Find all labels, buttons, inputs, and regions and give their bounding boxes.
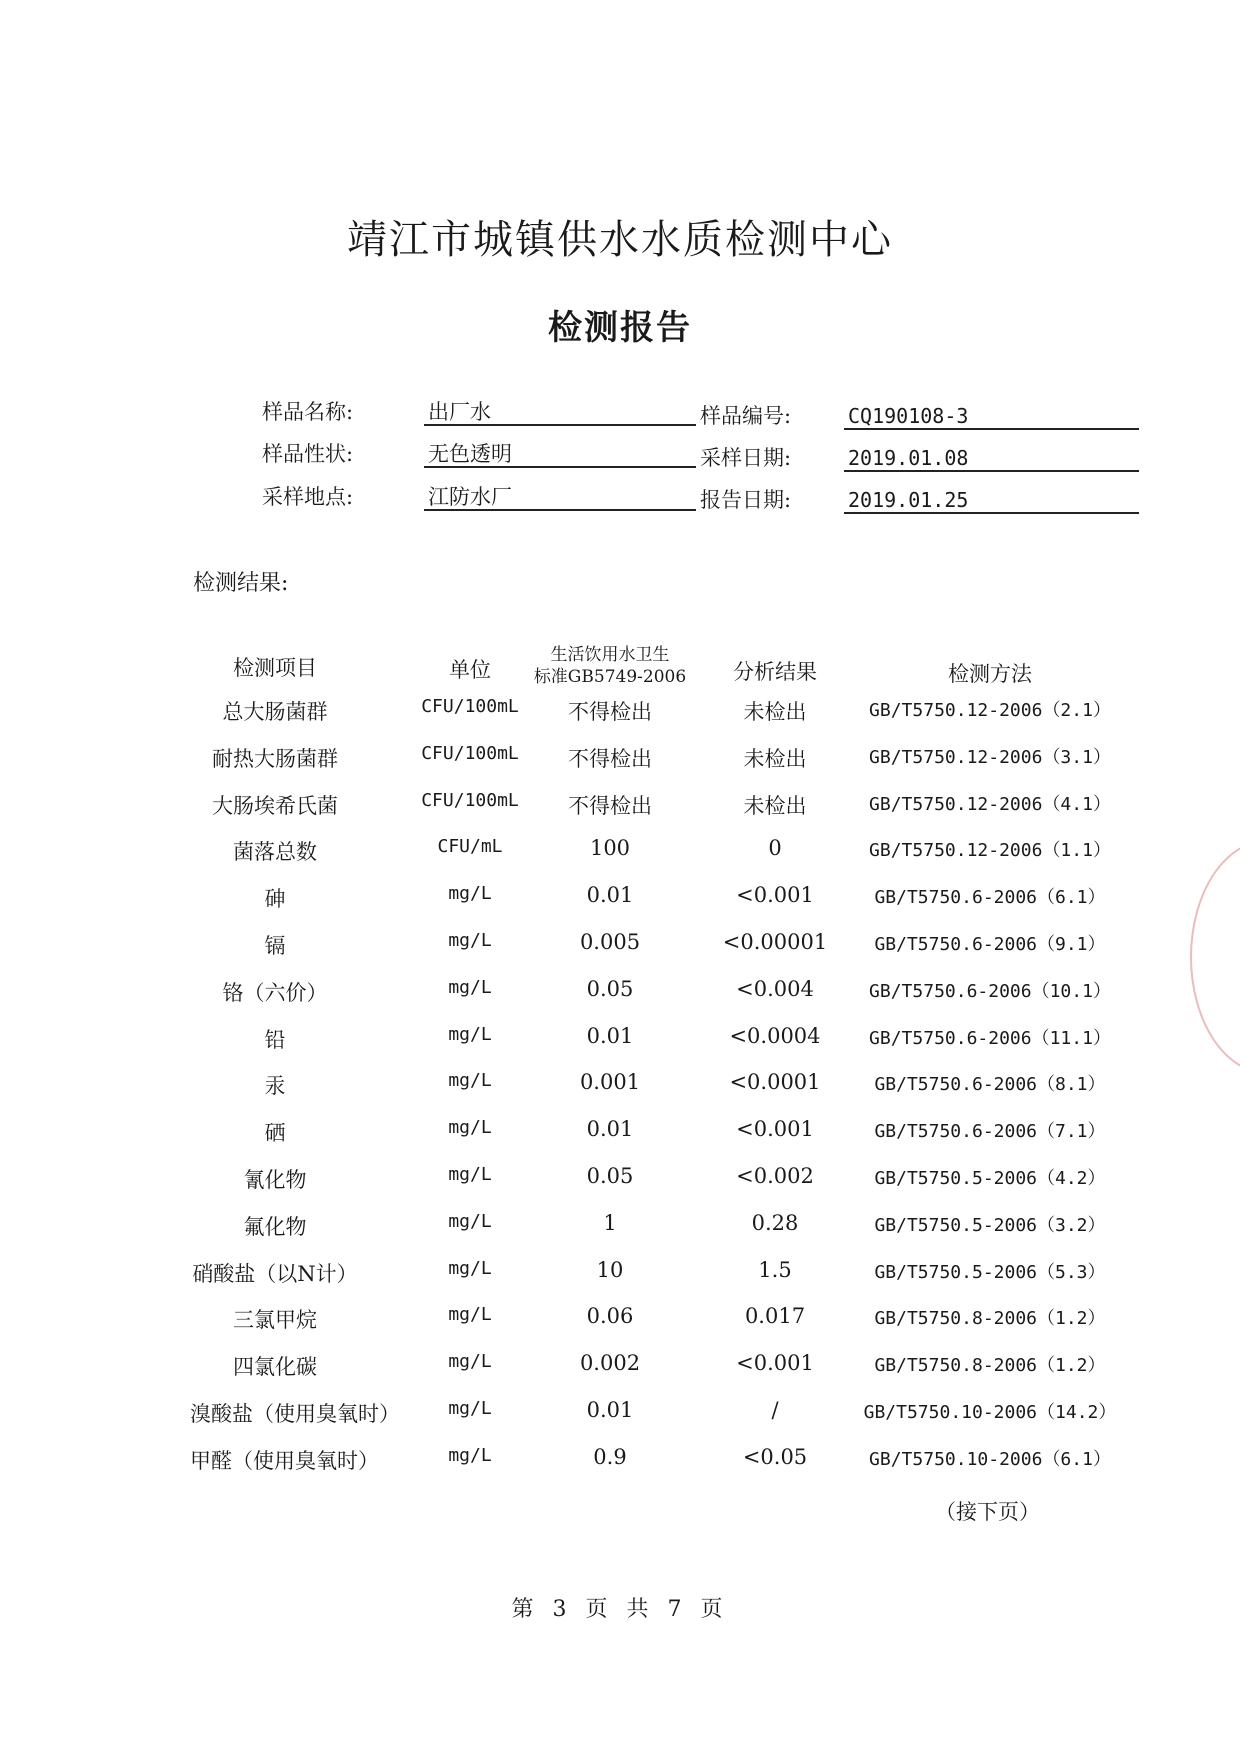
cell-result: 0.017 bbox=[744, 1304, 806, 1329]
red-seal-stamp bbox=[1190, 840, 1240, 1074]
cell-method: GB/T5750.10-2006（6.1） bbox=[869, 1448, 1111, 1470]
cell-item: 总大肠菌群 bbox=[222, 700, 328, 724]
cell-result: <0.0001 bbox=[729, 1070, 821, 1095]
cell-result: 未检出 bbox=[743, 700, 807, 724]
cell-result: 1.5 bbox=[758, 1257, 792, 1282]
sample-no-value: CQ190108-3 bbox=[844, 400, 1139, 430]
cell-unit: CFU/100mL bbox=[421, 742, 519, 764]
cell-result: <0.002 bbox=[736, 1164, 814, 1188]
cell-standard: 0.01 bbox=[586, 1023, 634, 1048]
cell-unit: CFU/mL bbox=[437, 836, 503, 858]
sample-state-value: 无色透明 bbox=[424, 438, 696, 468]
cell-item: 砷 bbox=[264, 887, 286, 912]
cell-standard: 0.05 bbox=[586, 1164, 634, 1188]
cell-result: 0.28 bbox=[751, 1210, 799, 1235]
cell-result: <0.001 bbox=[736, 883, 814, 908]
cell-standard: 不得检出 bbox=[568, 746, 652, 771]
report-date-label: 报告日期: bbox=[700, 488, 792, 512]
cell-method: GB/T5750.6-2006（10.1） bbox=[869, 980, 1111, 1002]
cell-item: 铬（六价） bbox=[222, 980, 328, 1005]
cell-item: 汞 bbox=[264, 1074, 286, 1099]
cell-method: GB/T5750.6-2006（9.1） bbox=[874, 934, 1106, 955]
sampling-site-value: 江防水厂 bbox=[424, 481, 696, 511]
cell-unit: mg/L bbox=[448, 1304, 492, 1326]
cell-method: GB/T5750.12-2006（2.1） bbox=[869, 700, 1111, 721]
cell-method: GB/T5750.6-2006（11.1） bbox=[869, 1027, 1111, 1049]
cell-method: GB/T5750.5-2006（3.2） bbox=[874, 1214, 1106, 1236]
report-date-value: 2019.01.25 bbox=[844, 484, 1139, 514]
cell-unit: mg/L bbox=[448, 976, 492, 998]
cell-unit: CFU/100mL bbox=[421, 789, 519, 811]
continued-note: （接下页） bbox=[935, 1500, 1040, 1524]
cell-standard: 1 bbox=[603, 1210, 617, 1235]
header-method: 检测方法 bbox=[948, 662, 1032, 686]
cell-item: 铅 bbox=[264, 1027, 286, 1052]
cell-item: 氰化物 bbox=[243, 1168, 307, 1192]
cell-unit: mg/L bbox=[448, 1210, 492, 1232]
cell-result: 未检出 bbox=[743, 746, 807, 771]
cell-unit: CFU/100mL bbox=[421, 696, 519, 717]
header-result: 分析结果 bbox=[733, 660, 817, 684]
sampling-date-label: 采样日期: bbox=[700, 446, 792, 470]
sample-name-value: 出厂水 bbox=[424, 396, 696, 426]
header-standard-line1: 生活饮用水卫生 bbox=[550, 645, 670, 665]
cell-item: 四氯化碳 bbox=[233, 1355, 317, 1380]
cell-result: <0.001 bbox=[736, 1351, 814, 1376]
sampling-site-label: 采样地点: bbox=[262, 485, 354, 509]
cell-method: GB/T5750.6-2006（7.1） bbox=[874, 1121, 1106, 1143]
cell-result: <0.05 bbox=[742, 1444, 808, 1469]
sampling-date-value: 2019.01.08 bbox=[844, 442, 1139, 472]
cell-unit: mg/L bbox=[448, 1444, 492, 1466]
cell-unit: mg/L bbox=[448, 1398, 492, 1419]
cell-unit: mg/L bbox=[448, 1023, 492, 1045]
cell-method: GB/T5750.5-2006（4.2） bbox=[874, 1168, 1106, 1189]
cell-standard: 0.9 bbox=[593, 1444, 627, 1469]
cell-unit: mg/L bbox=[448, 1070, 492, 1092]
cell-standard: 10 bbox=[596, 1257, 624, 1282]
cell-method: GB/T5750.12-2006（4.1） bbox=[869, 793, 1111, 815]
cell-standard: 0.01 bbox=[586, 883, 634, 908]
cell-unit: mg/L bbox=[448, 1164, 492, 1185]
cell-result: / bbox=[771, 1398, 779, 1422]
cell-method: GB/T5750.12-2006（1.1） bbox=[869, 840, 1111, 862]
sample-no-label: 样品编号: bbox=[700, 404, 792, 428]
header-unit: 单位 bbox=[449, 658, 491, 682]
results-section-title: 检测结果: bbox=[193, 571, 289, 596]
cell-item: 溴酸盐（使用臭氧时） bbox=[190, 1402, 400, 1426]
cell-standard: 不得检出 bbox=[568, 700, 652, 724]
cell-item: 氟化物 bbox=[243, 1214, 307, 1239]
cell-result: <0.00001 bbox=[722, 930, 828, 954]
cell-method: GB/T5750.10-2006（14.2） bbox=[863, 1402, 1117, 1423]
cell-result: 未检出 bbox=[743, 793, 807, 818]
cell-standard: 0.005 bbox=[579, 930, 641, 954]
cell-standard: 100 bbox=[589, 836, 631, 861]
cell-unit: mg/L bbox=[448, 1117, 492, 1139]
cell-item: 菌落总数 bbox=[233, 840, 317, 865]
cell-unit: mg/L bbox=[448, 1257, 492, 1279]
report-title: 检测报告 bbox=[548, 308, 692, 348]
cell-item: 耐热大肠菌群 bbox=[212, 746, 338, 771]
sample-state-label: 样品性状: bbox=[262, 442, 354, 466]
cell-method: GB/T5750.6-2006（6.1） bbox=[874, 887, 1106, 909]
cell-method: GB/T5750.12-2006（3.1） bbox=[869, 746, 1111, 768]
cell-standard: 0.01 bbox=[586, 1117, 634, 1142]
cell-standard: 0.06 bbox=[586, 1304, 634, 1329]
cell-unit: mg/L bbox=[448, 930, 492, 951]
header-item: 检测项目 bbox=[233, 656, 317, 680]
cell-item: 硒 bbox=[264, 1121, 286, 1146]
sample-name-label: 样品名称: bbox=[262, 400, 354, 424]
cell-standard: 0.01 bbox=[586, 1398, 634, 1422]
header-standard-line2: 标准GB5749-2006 bbox=[533, 667, 687, 687]
cell-item: 大肠埃希氏菌 bbox=[212, 793, 338, 818]
cell-method: GB/T5750.8-2006（1.2） bbox=[874, 1308, 1106, 1330]
page-number: 第 3 页 共 7 页 bbox=[511, 1597, 729, 1622]
cell-standard: 0.05 bbox=[586, 976, 634, 1001]
cell-standard: 不得检出 bbox=[568, 793, 652, 818]
cell-result: 0 bbox=[768, 836, 782, 861]
cell-item: 镉 bbox=[264, 934, 286, 958]
organization-title: 靖江市城镇供水水质检测中心 bbox=[347, 217, 893, 263]
cell-unit: mg/L bbox=[448, 883, 492, 905]
cell-result: <0.0004 bbox=[729, 1023, 821, 1048]
cell-result: <0.001 bbox=[736, 1117, 814, 1142]
header-standard bbox=[530, 644, 690, 688]
cell-result: <0.004 bbox=[736, 976, 814, 1001]
cell-method: GB/T5750.6-2006（8.1） bbox=[874, 1074, 1106, 1096]
cell-item: 甲醛（使用臭氧时） bbox=[190, 1448, 379, 1473]
cell-method: GB/T5750.8-2006（1.2） bbox=[874, 1355, 1106, 1377]
cell-standard: 0.001 bbox=[579, 1070, 641, 1095]
cell-unit: mg/L bbox=[448, 1351, 492, 1373]
cell-item: 硝酸盐（以N计） bbox=[192, 1261, 358, 1286]
cell-item: 三氯甲烷 bbox=[233, 1308, 317, 1333]
cell-standard: 0.002 bbox=[579, 1351, 641, 1376]
cell-method: GB/T5750.5-2006（5.3） bbox=[874, 1261, 1106, 1283]
